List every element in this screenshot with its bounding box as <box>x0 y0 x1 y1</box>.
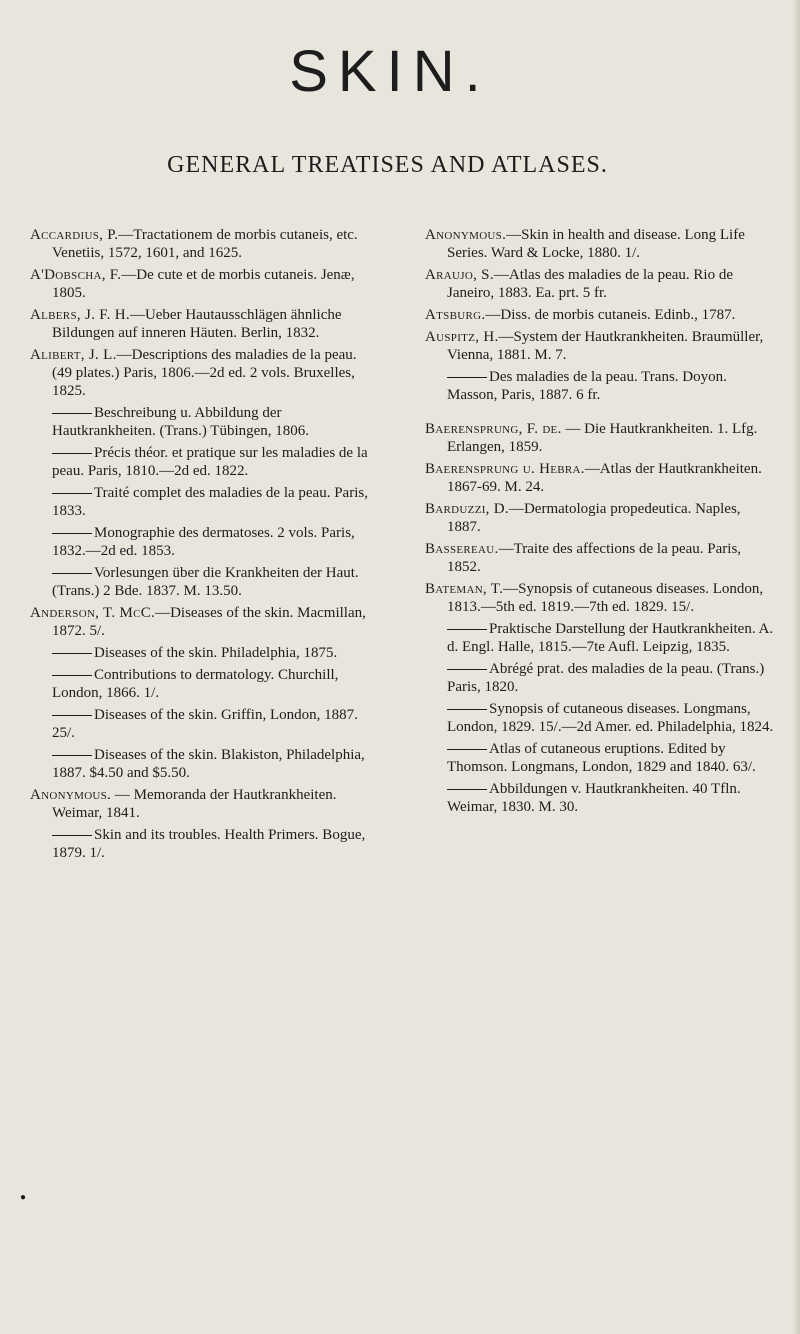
bib-entry <box>425 500 775 536</box>
bib-entry <box>425 540 775 576</box>
ditto-dash <box>52 653 92 654</box>
bib-entry <box>425 328 775 364</box>
bib-entry <box>30 266 380 302</box>
page-edge-shadow <box>792 0 800 1334</box>
bib-subentry <box>30 666 380 702</box>
entry-text: Skin and its troubles. Health Primers. Bogue, 1879. 1/. <box>52 827 366 861</box>
bib-entry <box>425 460 775 496</box>
page-title: SKIN. <box>289 39 491 104</box>
author-name: Bassereau. <box>425 541 499 557</box>
bib-subentry <box>425 740 775 776</box>
bib-entry <box>30 226 380 262</box>
author-name: Bateman, T. <box>425 581 504 597</box>
bib-subentry <box>425 620 775 656</box>
entry-text: Abbildungen v. Hautkrankheiten. 40 Tfln. Weimar, 1830. M. 30. <box>447 781 741 815</box>
ditto-dash <box>447 789 487 790</box>
entry-text: —Diss. de morbis cutaneis. Edinb., 1787. <box>485 307 736 323</box>
entry-text: Diseases of the skin. Philadelphia, 1875. <box>94 645 338 661</box>
entry-text: Diseases of the skin. Blakiston, Philadelphia, 1887. $4.50 and $5.50. <box>52 747 365 781</box>
entry-text: —Atlas der Hautkrankheiten. 1867-69. M. 24. <box>447 461 762 495</box>
entry-text: —System der Hautkrankheiten. Braumüller, Vienna, 1881. M. 7. <box>447 329 764 363</box>
bib-subentry <box>425 780 775 816</box>
entry-text: Atlas of cutaneous eruptions. Edited by Thomson. Longmans, London, 1829 and 1840. 63/. <box>447 741 756 775</box>
author-name: Baerensprung, F. de. <box>425 421 562 437</box>
entry-text: Des maladies de la peau. Trans. Doyon. Masson, Paris, 1887. 6 fr. <box>447 369 727 403</box>
bib-subentry <box>425 700 775 736</box>
author-name: A'Dobscha, F. <box>30 267 122 283</box>
author-name: Anonymous. <box>30 787 112 803</box>
author-name: Atsburg. <box>425 307 486 323</box>
entry-text: Vorlesungen über die Krankheiten der Haut. (Trans.) 2 Bde. 1837. M. 13.50. <box>52 565 359 599</box>
ditto-dash <box>52 453 92 454</box>
bib-subentry <box>30 524 380 560</box>
entry-text: — Die Hautkrankheiten. 1. Lfg. Erlangen, 1859. <box>447 421 758 455</box>
author-name: Accardius, P. <box>30 227 119 243</box>
bib-subentry <box>30 826 380 862</box>
entry-text: —Dermatologia propedeutica. Naples, 1887. <box>447 501 741 535</box>
entry-text: Monographie des dermatoses. 2 vols. Paris, 1832.—2d ed. 1853. <box>52 525 355 559</box>
bib-subentry <box>425 368 775 404</box>
printers-mark: ● <box>20 1192 27 1203</box>
ditto-dash <box>52 413 92 414</box>
author-name: Barduzzi, D. <box>425 501 509 517</box>
bib-entry <box>30 306 380 342</box>
bib-entry <box>425 420 775 456</box>
entry-text: Diseases of the skin. Griffin, London, 1887. 25/. <box>52 707 358 741</box>
author-name: Auspitz, H. <box>425 329 499 345</box>
author-name: Araujo, S. <box>425 267 494 283</box>
ditto-dash <box>447 629 487 630</box>
bib-subentry <box>30 564 380 600</box>
bib-entry <box>425 580 775 616</box>
entry-text: —Skin in health and disease. Long Life Series. Ward & Locke, 1880. 1/. <box>447 227 745 261</box>
bib-subentry <box>30 444 380 480</box>
ditto-dash <box>52 675 92 676</box>
section-heading: GENERAL TREATISES AND ATLASES. <box>167 152 608 178</box>
bib-subentry <box>30 484 380 520</box>
left-column <box>30 226 380 866</box>
bib-subentry <box>30 746 380 782</box>
entry-text: —Synopsis of cutaneous diseases. London, 1813.—5th ed. 1819.—7th ed. 1829. 15/. <box>447 581 764 615</box>
bib-entry <box>30 604 380 640</box>
right-column <box>425 226 775 820</box>
entry-text: Beschreibung u. Abbildung der Hautkrankheiten. (Trans.) Tübingen, 1806. <box>52 405 310 439</box>
ditto-dash <box>52 493 92 494</box>
bib-subentry <box>30 644 380 662</box>
author-name: Anonymous. <box>425 227 507 243</box>
bib-entry <box>425 226 775 262</box>
author-name: Baerensprung u. Hebra. <box>425 461 585 477</box>
entry-text: Abrégé prat. des maladies de la peau. (Trans.) Paris, 1820. <box>447 661 765 695</box>
entry-text: Contributions to dermatology. Churchill, London, 1866. 1/. <box>52 667 339 701</box>
entry-text: — Memoranda der Hautkrankheiten. Weimar, 1841. <box>52 787 337 821</box>
bib-entry <box>425 306 775 324</box>
bib-subentry <box>30 706 380 742</box>
ditto-dash <box>52 715 92 716</box>
ditto-dash <box>447 669 487 670</box>
bib-entry <box>30 786 380 822</box>
bib-subentry <box>30 404 380 440</box>
entry-text: —Ueber Hautausschlägen ähnliche Bildungen auf inneren Häuten. Berlin, 1832. <box>52 307 342 341</box>
entry-text: Précis théor. et pratique sur les maladies de la peau. Paris, 1810.—2d ed. 1822. <box>52 445 368 479</box>
bib-entry <box>30 346 380 400</box>
entry-text: —Tractationem de morbis cutaneis, etc. Venetiis, 1572, 1601, and 1625. <box>52 227 358 261</box>
entry-text: —Diseases of the skin. Macmillan, 1872. 5/. <box>52 605 366 639</box>
ditto-dash <box>447 377 487 378</box>
author-name: Anderson, T. McC. <box>30 605 156 621</box>
bib-subentry <box>425 660 775 696</box>
entry-text: —De cute et de morbis cutaneis. Jenæ, 1805. <box>52 267 355 301</box>
bib-entry <box>425 266 775 302</box>
ditto-dash <box>52 573 92 574</box>
ditto-dash <box>52 755 92 756</box>
entry-text: Traité complet des maladies de la peau. Paris, 1833. <box>52 485 368 519</box>
ditto-dash <box>447 709 487 710</box>
entry-text: —Descriptions des maladies de la peau. (49 plates.) Paris, 1806.—2d ed. 2 vols. Bruxelles, 1825. <box>52 347 357 399</box>
entry-text: Synopsis of cutaneous diseases. Longmans, London, 1829. 15/.—2d Amer. ed. Philadelphia, 1824. <box>447 701 774 735</box>
entry-text: —Atlas des maladies de la peau. Rio de Janeiro, 1883. Ea. prt. 5 fr. <box>447 267 733 301</box>
author-name: Albers, J. F. H. <box>30 307 130 323</box>
ditto-dash <box>52 533 92 534</box>
entry-text: —Traite des affections de la peau. Paris, 1852. <box>447 541 742 575</box>
ditto-dash <box>52 835 92 836</box>
author-name: Alibert, J. L. <box>30 347 117 363</box>
ditto-dash <box>447 749 487 750</box>
entry-text: Praktische Darstellung der Hautkrankheiten. A. d. Engl. Halle, 1815.—7te Aufl. Leipzig, 1835. <box>447 621 774 655</box>
